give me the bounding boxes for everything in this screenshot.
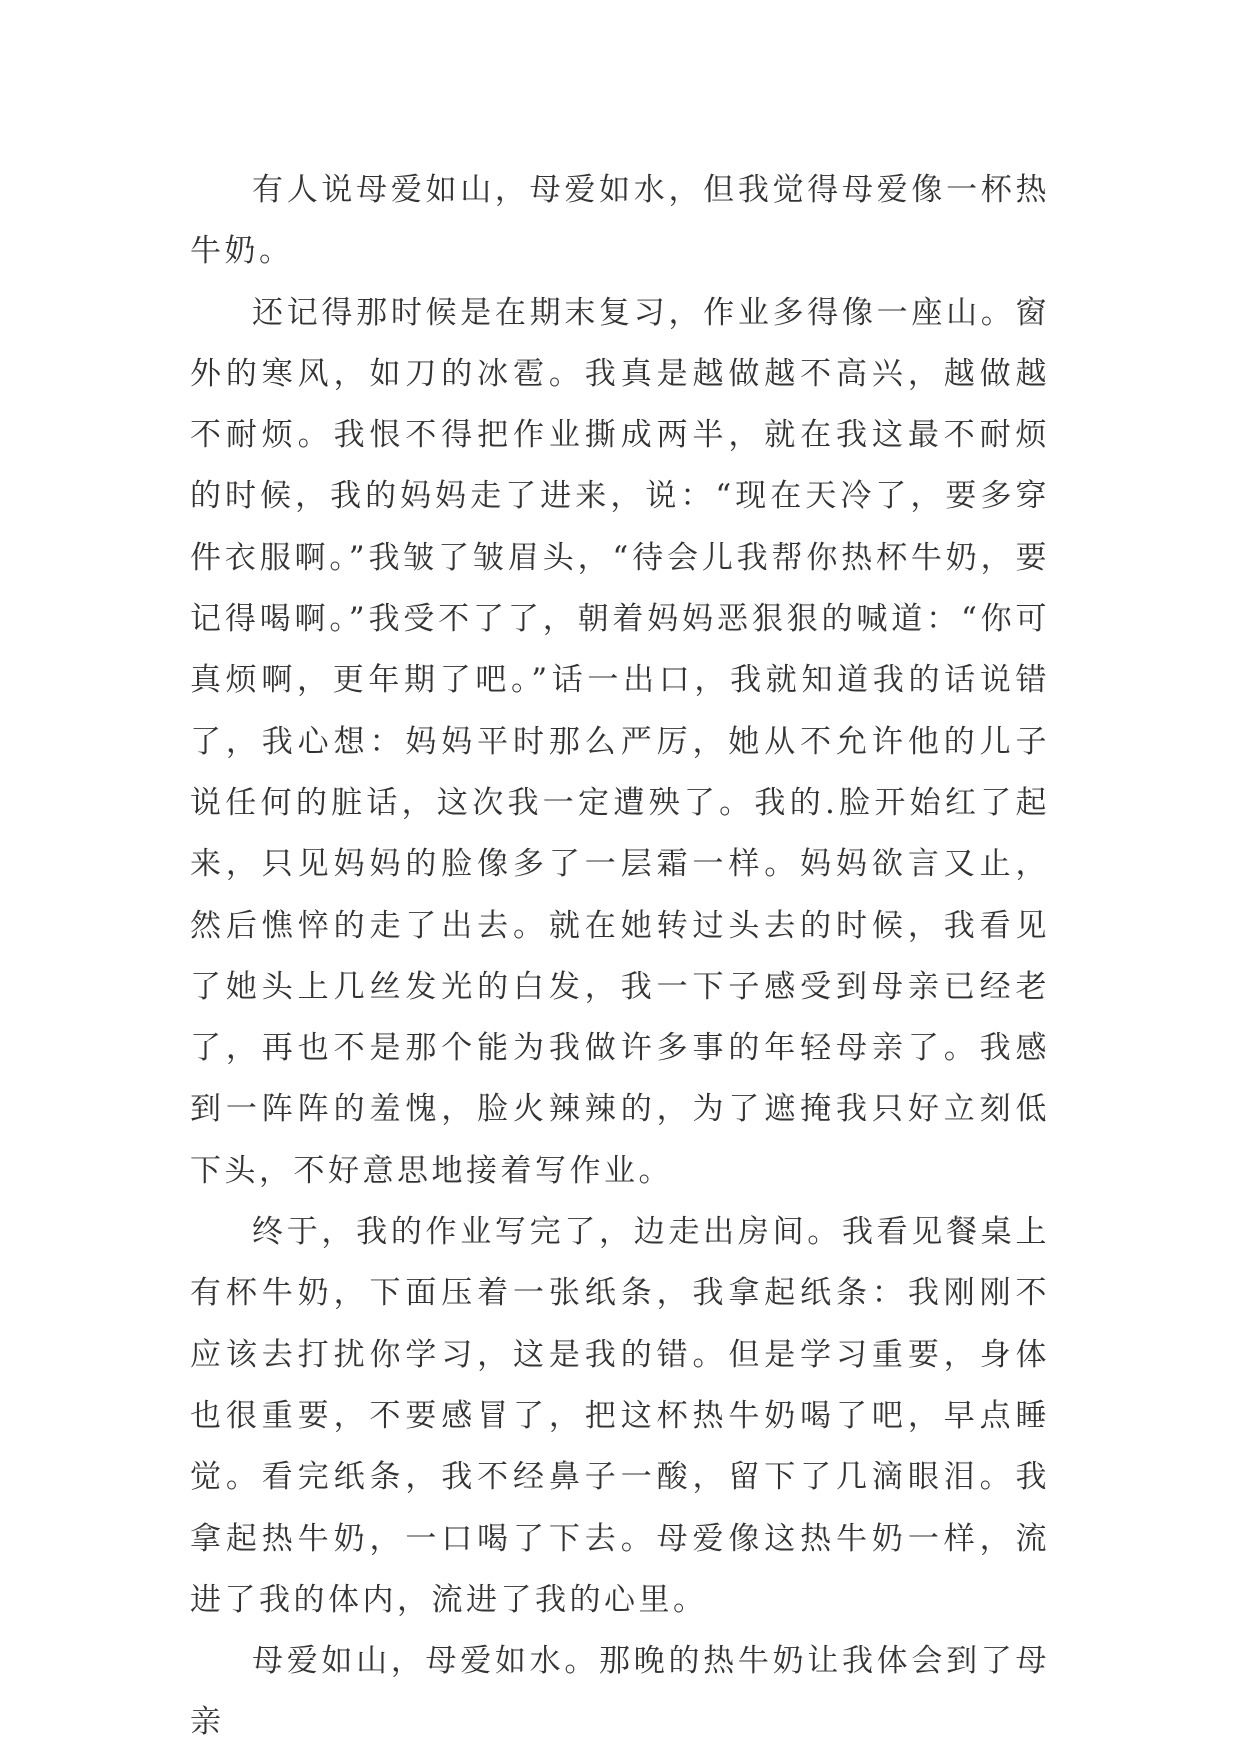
paragraph-note: 终于，我的作业写完了，边走出房间。我看见餐桌上有杯牛奶，下面压着一张纸条，我拿起纸条：我刚刚不应该去打扰你学习，这是我的错。但是学习重要，身体也很重要，不要感冒了，把这杯热牛奶喝了吧，早点睡觉。看完纸条，我不经鼻子一酸，留下了几滴眼泪。我拿起热牛奶，一口喝了下去。母爱像这热牛奶一样，流进了我的体内，流进了我的心里。 — [190, 1214, 1050, 1618]
document-body — [190, 160, 1050, 1754]
paragraph-memory: 还记得那时候是在期末复习，作业多得像一座山。窗外的寒风，如刀的冰雹。我真是越做越不高兴，越做越不耐烦。我恨不得把作业撕成两半，就在我这最不耐烦的时候，我的妈妈走了进来，说：“现在天冷了，要多穿件衣服啊。”我皱了皱眉头，“待会儿我帮你热杯牛奶，要记得喝啊。”我受不了了，朝着妈妈恶狠狠的喊道：“你可真烦啊，更年期了吧。”话一出口，我就知道我的话说错了，我心想：妈妈平时那么严厉，她从不允许他的儿子说任何的脏话，这次我一定遭殃了。我的.脸开始红了起来，只见妈妈的脸像多了一层霜一样。妈妈欲言又止，然后憔悴的走了出去。就在她转过头去的时候，我看见了她头上几丝发光的白发，我一下子感受到母亲已经老了，再也不是那个能为我做许多事的年轻母亲了。我感到一阵阵的羞愧，脸火辣辣的，为了遮掩我只好立刻低下头，不好意思地接着写作业。 — [190, 294, 1050, 1189]
paragraph-conclusion: 母爱如山，母爱如水。那晚的热牛奶让我体会到了母亲 — [190, 1643, 1050, 1741]
paragraph-intro: 有人说母爱如山，母爱如水，但我觉得母爱像一杯热牛奶。 — [190, 172, 1050, 270]
